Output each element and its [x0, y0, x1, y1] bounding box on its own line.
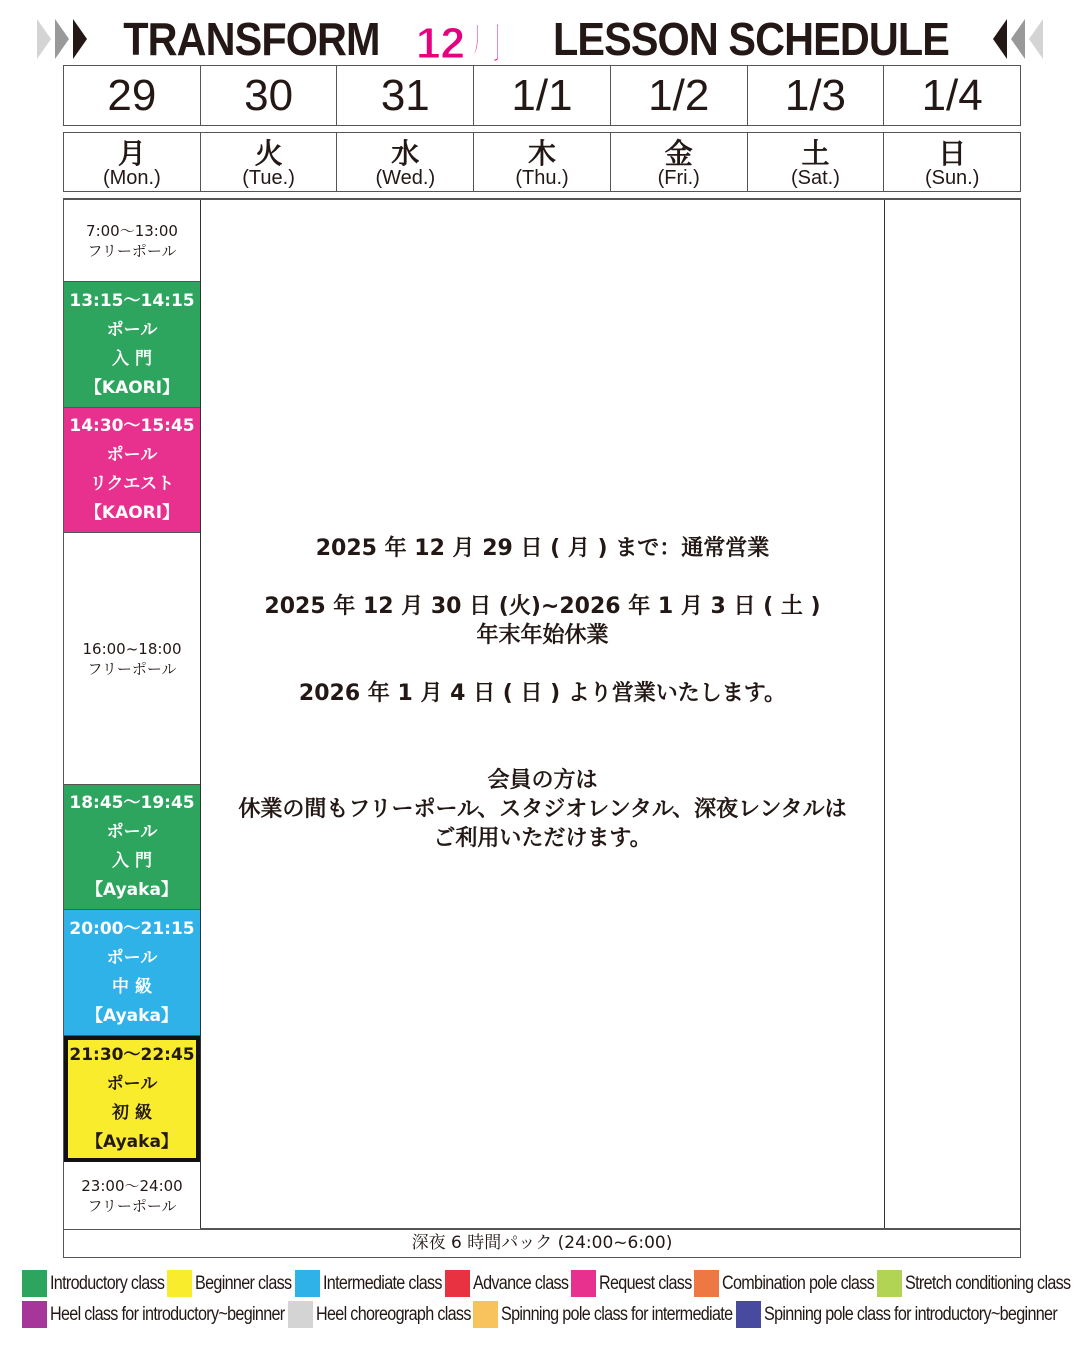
slot-text: 20:00〜21:15: [69, 918, 195, 939]
legend-label: Spinning pole class for introductory~beginner: [763, 1303, 1057, 1325]
date-cell: 1/3: [748, 66, 885, 125]
title-brand: TRANSFORM: [123, 13, 380, 65]
weekday-kanji: 火: [254, 137, 283, 170]
slot-text: 21:30〜22:45: [69, 1045, 195, 1065]
slot-text: 【KAORI】: [84, 377, 180, 398]
schedule-title: [0, 12, 1080, 66]
class-slot[interactable]: [64, 910, 200, 1036]
class-slot[interactable]: [64, 1162, 200, 1230]
class-slot[interactable]: [64, 200, 200, 282]
weekday-kanji: 水: [391, 137, 420, 170]
weekday-kanji: 木: [528, 137, 557, 170]
slot-text: 23:00〜24:00: [81, 1177, 183, 1195]
date-cell: 1/2: [611, 66, 748, 125]
legend-label: Advance class: [472, 1272, 568, 1294]
slot-text: 【Ayaka】: [86, 1132, 178, 1152]
notice-line: 2025 年 12 月 30 日 (火)~2026 年 1 月 3 日 ( 土 ): [264, 594, 821, 619]
arrow-left-icon: [993, 19, 1043, 59]
notice-line: 2026 年 1 月 4 日 ( 日 ) より営業いたします。: [298, 681, 787, 706]
date-row: [63, 65, 1021, 126]
legend-label: Introductory class: [50, 1272, 165, 1294]
slot-text: ポール: [106, 1074, 158, 1094]
slot-text: 入 門: [112, 348, 152, 369]
legend-swatch: [473, 1301, 498, 1328]
notice-line: 休業の間もフリーポール、スタジオレンタル、深夜レンタルは: [238, 797, 847, 822]
slot-text: リクエスト: [89, 474, 175, 494]
weekday-english: (Thu.): [515, 167, 569, 189]
weekday-row: [63, 132, 1021, 192]
slot-text: フリーポール: [87, 241, 177, 260]
class-slot[interactable]: [64, 1036, 200, 1162]
slot-text: ポール: [106, 947, 158, 968]
legend-swatch: [22, 1270, 47, 1297]
monday-column: [64, 200, 201, 1228]
slot-text: 入 門: [112, 851, 152, 871]
title-text: LESSON SCHEDULE: [552, 13, 949, 65]
legend-label: Request class: [598, 1272, 692, 1294]
date-cell: 29: [64, 66, 201, 125]
weekday-kanji: 土: [801, 137, 830, 170]
class-slot[interactable]: [64, 282, 200, 408]
class-slot[interactable]: [64, 533, 200, 785]
slot-text: 中 級: [112, 976, 152, 997]
legend-label: Combination pole class: [722, 1272, 875, 1294]
slot-text: フリーポール: [87, 659, 177, 678]
legend-swatch: [877, 1270, 902, 1297]
date-cell: 1/4: [921, 71, 983, 120]
notice-line: 年末年始休業: [476, 623, 609, 648]
weekday-cell: [64, 133, 201, 191]
holiday-notice: [201, 200, 884, 1228]
legend-swatch: [571, 1270, 596, 1297]
weekday-english: (Sat.): [791, 167, 840, 189]
weekday-cell: [201, 133, 338, 191]
date-cell: 30: [201, 66, 338, 125]
slot-text: 18:45〜19:45: [69, 793, 195, 813]
class-slot[interactable]: [64, 408, 200, 533]
slot-text: 【Ayaka】: [86, 880, 178, 900]
legend-swatch: [445, 1270, 470, 1297]
title-month: 12月: [415, 19, 509, 68]
sunday-column: [884, 200, 1021, 1228]
slot-text: ポール: [106, 822, 158, 842]
weekday-kanji: 月: [117, 137, 146, 170]
legend-swatch: [736, 1301, 761, 1328]
weekday-english: (Tue.): [242, 167, 295, 189]
class-slot[interactable]: [64, 785, 200, 910]
legend-swatch: [295, 1270, 320, 1297]
date-cell: 31: [337, 66, 474, 125]
night-pack-row: 深夜 6 時間パック (24:00~6:00): [63, 1229, 1021, 1258]
slot-text: 【KAORI】: [84, 503, 180, 523]
weekday-cell: [337, 133, 474, 191]
slot-text: 7:00〜13:00: [86, 221, 178, 240]
weekday-english: (Fri.): [657, 167, 700, 189]
slot-text: フリーポール: [87, 1197, 177, 1215]
legend-label: Spinning pole class for intermediate: [501, 1303, 733, 1325]
weekday-english: (Sun.): [924, 167, 980, 189]
notice-line: 2025 年 12 月 29 日 ( 月 ) まで：通常営業: [315, 536, 770, 561]
weekday-english: (Wed.): [375, 167, 436, 189]
legend-row: [22, 1301, 1060, 1328]
weekday-cell: [611, 133, 748, 191]
legend-label: Intermediate class: [322, 1272, 442, 1294]
legend-swatch: [167, 1270, 192, 1297]
notice-line: ご利用いただけます。: [433, 826, 652, 851]
arrow-right-icon: [37, 19, 87, 59]
slot-text: 初 級: [112, 1103, 152, 1123]
weekday-cell: [748, 133, 885, 191]
slot-text: ポール: [106, 445, 158, 465]
legend-label: Heel choreograph class: [315, 1303, 471, 1325]
slot-text: 14:30〜15:45: [69, 416, 195, 436]
legend-label: Beginner class: [195, 1272, 292, 1294]
weekday-kanji: 金: [664, 137, 693, 170]
slot-text: 16:00~18:00: [82, 639, 182, 658]
date-cell: 1/1: [474, 66, 611, 125]
weekday-cell: [884, 133, 1020, 191]
notice-line: 会員の方は: [487, 768, 598, 793]
weekday-kanji: 日: [938, 137, 967, 170]
legend-swatch: [288, 1301, 313, 1328]
legend-row: [22, 1270, 1074, 1297]
weekday-english: (Mon.): [102, 167, 161, 189]
legend-swatch: [22, 1301, 47, 1328]
legend-label: Stretch conditioning class: [905, 1272, 1071, 1294]
slot-text: 【Ayaka】: [86, 1005, 178, 1026]
slot-text: 13:15〜14:15: [69, 290, 195, 311]
schedule-grid: [63, 198, 1021, 1229]
legend-swatch: [694, 1270, 719, 1297]
legend-label: Heel class for introductory~beginner: [50, 1303, 285, 1325]
weekday-cell: [474, 133, 611, 191]
slot-text: ポール: [106, 319, 158, 340]
